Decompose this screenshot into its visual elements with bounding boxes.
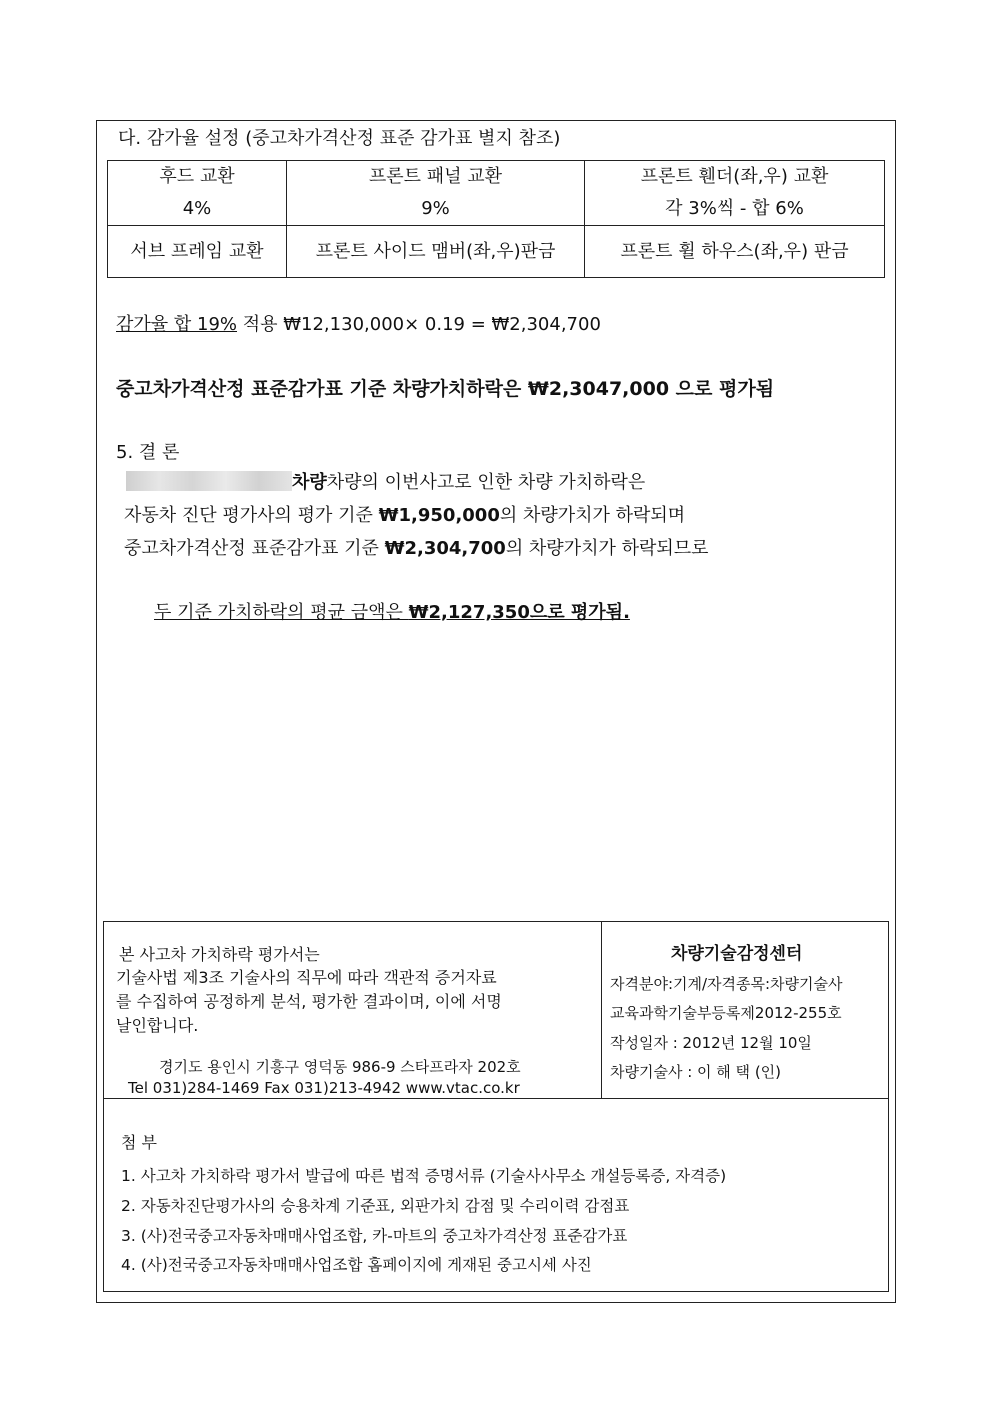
table-cell: 서브 프레임 교환 <box>108 226 287 278</box>
registration: 교육과학기술부등록제2012-255호 <box>610 1004 842 1022</box>
table-cell: 프론트 휠 하우스(좌,우) 판금 <box>585 226 885 278</box>
table-cell: 프론트 휀더(좌,우) 교환 각 3%씩 - 합 6% <box>585 161 885 226</box>
conclusion-line-3: 중고차가격산정 표준감가표 기준 ₩2,304,700의 차량가치가 하락되므로 <box>124 538 709 559</box>
signature-footer <box>103 921 889 1292</box>
attachment-item: 1. 사고차 가치하락 평가서 발급에 따른 법적 증명서류 (기술사사무소 개설등록증, 자격증) <box>121 1167 727 1185</box>
engineer-signature: 차량기술사 : 이 해 택 (인) <box>610 1063 782 1081</box>
address: 경기도 용인시 기흥구 영덕동 986-9 스타프라자 202호 <box>159 1058 521 1076</box>
section-title: 다. 감가율 설정 (중고차가격산정 표준 감가표 별지 참조) <box>118 128 561 149</box>
table-row <box>108 161 885 226</box>
footer-divider-horizontal <box>104 1098 888 1099</box>
table-cell: 프론트 패널 교환 9% <box>287 161 585 226</box>
standard-result: 중고차가격산정 표준감가표 기준 차량가치하락은 ₩2,3047,000 으로 평가됨 <box>116 378 775 400</box>
attachments-heading: 첨 부 <box>121 1133 157 1152</box>
center-name: 차량기술감정센터 <box>671 944 803 964</box>
attachment-item: 2. 자동차진단평가사의 승용차계 기준표, 외판가치 감점 및 수리이력 감점표 <box>121 1197 630 1215</box>
conclusion-line-2: 자동차 진단 평가사의 평가 기준 ₩1,950,000의 차량가치가 하락되며 <box>124 505 686 526</box>
calculation-line: 감가율 합 19% 적용 ₩12,130,000× 0.19 = ₩2,304,700 <box>116 314 601 335</box>
date: 작성일자 : 2012년 12월 10일 <box>610 1034 812 1052</box>
statement-line-2: 기술사법 제3조 기술사의 직무에 따라 객관적 증거자료 <box>116 968 497 987</box>
statement-line-4: 날인합니다. <box>116 1016 199 1035</box>
attachment-item: 4. (사)전국중고자동차매매사업조합 홈페이지에 게재된 중고시세 사진 <box>121 1256 592 1274</box>
final-conclusion: 두 기준 가치하락의 평균 금액은 ₩2,127,350으로 평가됨. <box>154 602 630 623</box>
conclusion-line-1: 차량차량의 이번사고로 인한 차량 가치하락은 <box>126 468 645 494</box>
statement-line-3: 를 수집하여 공정하게 분석, 평가한 결과이며, 이에 서명 <box>116 992 502 1011</box>
attachment-item: 3. (사)전국중고자동차매매사업조합, 카-마트의 중고차가격산정 표준감가표 <box>121 1227 628 1245</box>
qualification: 자격분야:기계/자격종목:차량기술사 <box>610 975 843 993</box>
table-row <box>108 226 885 278</box>
contact-info: Tel 031)284-1469 Fax 031)213-4942 www.vtac.co.kr <box>128 1079 520 1097</box>
depreciation-table <box>107 160 885 278</box>
redacted-vehicle <box>126 471 292 491</box>
footer-divider-vertical <box>601 922 602 1098</box>
statement-line-1: 본 사고차 가치하락 평가서는 <box>119 945 320 964</box>
table-cell: 후드 교환 4% <box>108 161 287 226</box>
table-cell: 프론트 사이드 맴버(좌,우)판금 <box>287 226 585 278</box>
conclusion-heading: 5. 결 론 <box>116 442 180 463</box>
